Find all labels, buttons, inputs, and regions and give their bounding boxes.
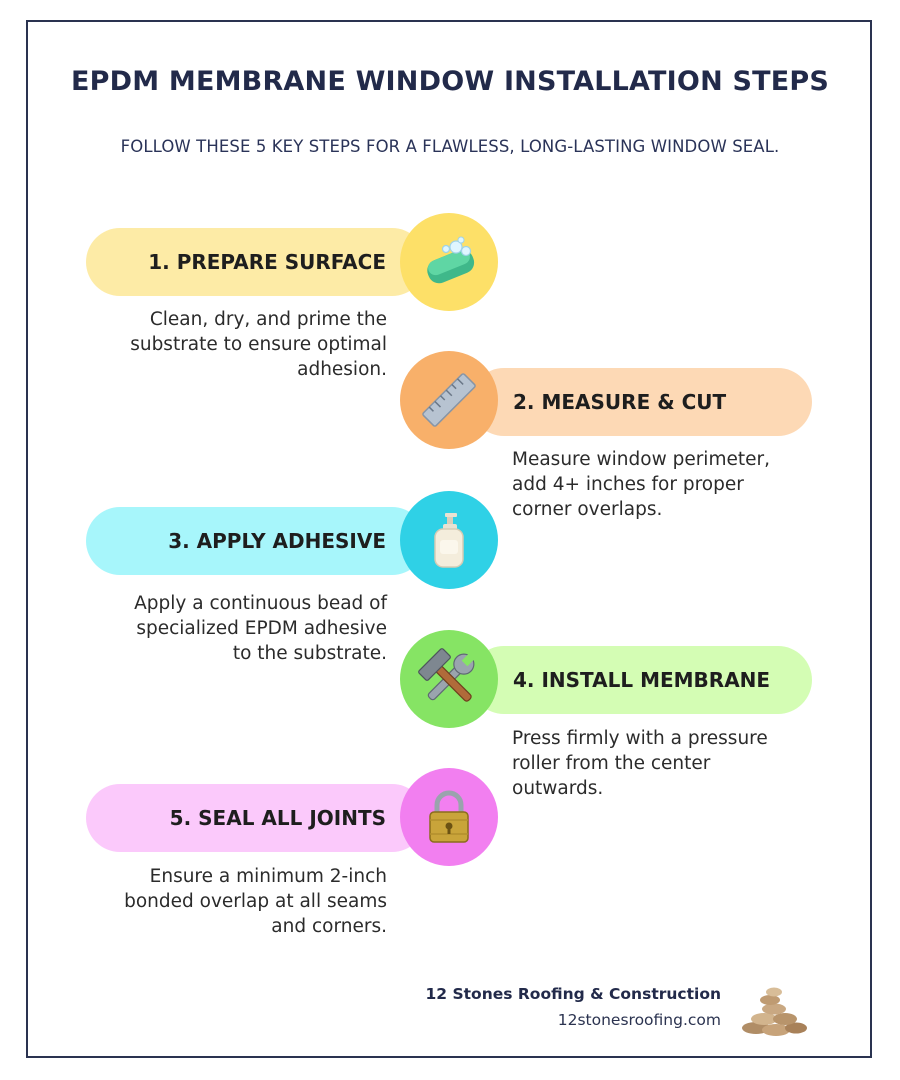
- step-4-description: [512, 726, 832, 801]
- step-4-description-line: roller from the center: [512, 753, 711, 774]
- lotion-bottle-icon: [416, 507, 482, 573]
- step-2-description-line: Measure window perimeter,: [512, 449, 770, 470]
- step-1-pill: [86, 228, 426, 296]
- soap-icon: [416, 229, 482, 295]
- hammer-and-wrench-icon: [416, 646, 482, 712]
- step-3-description-line: specialized EPDM adhesive: [136, 618, 387, 639]
- padlock-icon: [416, 784, 482, 850]
- step-1-description-line: Clean, dry, and prime the: [149, 309, 387, 330]
- step-3-description: [67, 591, 387, 666]
- step-2-description: [512, 447, 832, 522]
- step-3-description-line: to the substrate.: [232, 643, 387, 664]
- company-website: 12stonesroofing.com: [557, 1011, 721, 1029]
- step-1-label: 1. PREPARE SURFACE: [148, 250, 386, 274]
- step-3-pill: [86, 507, 426, 575]
- step-1-icon-circle: [400, 213, 498, 311]
- company-name: 12 Stones Roofing & Construction: [425, 985, 721, 1003]
- step-2-description-line: add 4+ inches for proper: [512, 474, 744, 495]
- step-2-label: 2. MEASURE & CUT: [513, 390, 727, 414]
- step-5-label: 5. SEAL ALL JOINTS: [169, 806, 386, 830]
- step-5-description-line: and corners.: [271, 916, 387, 937]
- step-4-description-line: outwards.: [512, 778, 604, 799]
- page-title: EPDM MEMBRANE WINDOW INSTALLATION STEPS: [70, 66, 830, 97]
- step-3-label: 3. APPLY ADHESIVE: [168, 529, 386, 553]
- step-3-icon-circle: [400, 491, 498, 589]
- step-4-icon-circle: [400, 630, 498, 728]
- step-2-description-line: corner overlaps.: [512, 499, 663, 520]
- step-2-icon-circle: [400, 351, 498, 449]
- step-5-description: [67, 864, 387, 939]
- step-5-icon-circle: [400, 768, 498, 866]
- step-5-description-line: bonded overlap at all seams: [124, 891, 387, 912]
- step-4-description-line: Press firmly with a pressure: [512, 728, 768, 749]
- step-5-description-line: Ensure a minimum 2-inch: [149, 866, 387, 887]
- page-subtitle: FOLLOW THESE 5 KEY STEPS FOR A FLAWLESS, LONG-LASTING WINDOW SEAL.: [120, 137, 780, 156]
- step-4-label: 4. INSTALL MEMBRANE: [513, 668, 771, 692]
- step-4-pill: [470, 646, 812, 714]
- rock-pile-icon: [738, 980, 810, 1044]
- step-5-pill: [86, 784, 426, 852]
- step-1-description-line: substrate to ensure optimal: [130, 334, 387, 355]
- step-1-description: [67, 307, 387, 382]
- step-1-description-line: adhesion.: [297, 359, 387, 380]
- ruler-icon: [416, 367, 482, 433]
- step-3-description-line: Apply a continuous bead of: [134, 593, 387, 614]
- step-2-pill: [470, 368, 812, 436]
